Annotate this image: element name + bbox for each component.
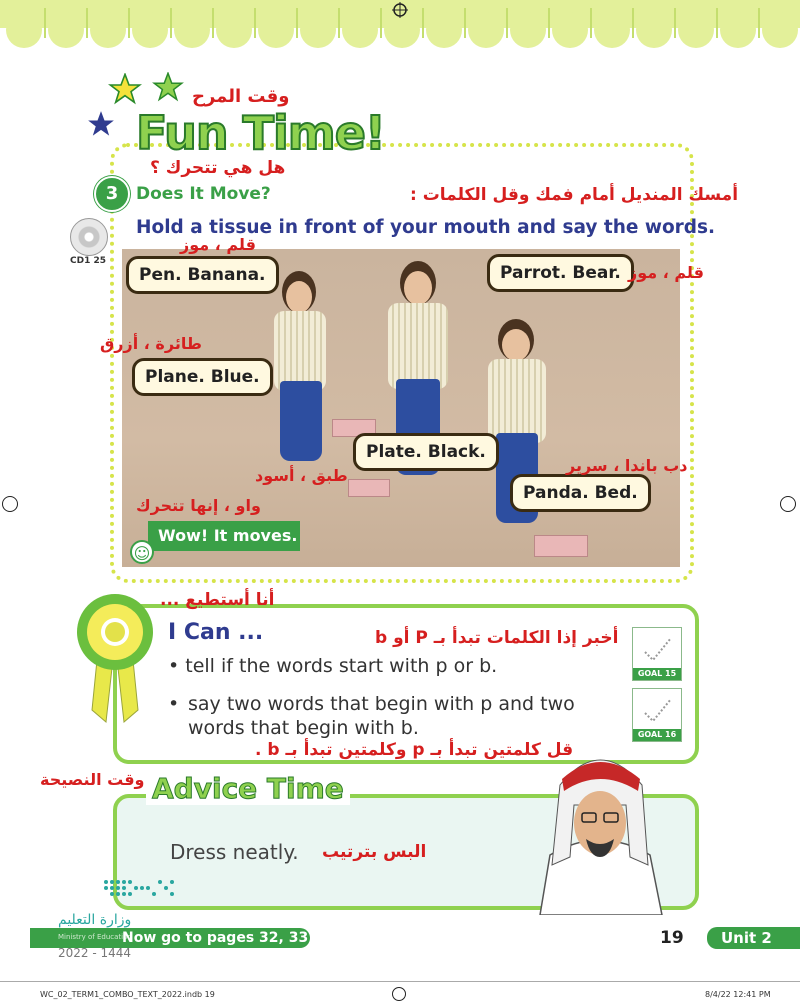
i-can-title: I Can ... bbox=[168, 620, 264, 645]
man-illustration bbox=[530, 745, 670, 915]
print-divider bbox=[0, 981, 800, 982]
bubble-plane-blue: Plane. Blue. bbox=[132, 358, 273, 396]
ministry-subtitle: Ministry of Education bbox=[58, 933, 132, 941]
arabic-parrot-bear: قلم ، موز bbox=[628, 263, 704, 282]
rosette-icon bbox=[70, 590, 160, 730]
advice-text: Dress neatly. bbox=[170, 840, 299, 864]
illustration bbox=[122, 249, 680, 567]
arabic-pen-banana: قلم ، موز bbox=[180, 235, 256, 254]
i-can-item-arabic: أخبر إذا الكلمات تبدأ بـ P أو b bbox=[375, 628, 619, 648]
girl-figure bbox=[270, 271, 330, 481]
instruction-text: Hold a tissue in front of your mouth and say the words. bbox=[136, 217, 716, 238]
header-decoration bbox=[0, 0, 800, 60]
arabic-plane-blue: طائرة ، أزرق bbox=[100, 334, 202, 353]
fun-time-arabic-title: وقت المرح bbox=[192, 86, 290, 107]
smiley-icon: ☺ bbox=[130, 540, 154, 564]
i-can-item: • tell if the words start with p or b. bbox=[168, 655, 498, 677]
star-icon bbox=[86, 110, 116, 142]
registration-mark-left bbox=[2, 496, 18, 512]
year-text: 2022 - 1444 bbox=[58, 946, 132, 960]
next-pages-text: Now go to pages 32, 33 bbox=[122, 930, 309, 946]
bubble-pen-banana: Pen. Banana. bbox=[126, 256, 279, 294]
fun-time-title: Fun Time! bbox=[136, 106, 385, 160]
print-file: WC_02_TERM1_COMBO_TEXT_2022.indb 19 bbox=[40, 990, 215, 999]
registration-mark-right bbox=[780, 496, 796, 512]
section-title: Does It Move? bbox=[136, 184, 271, 204]
wow-banner: Wow! It moves. bbox=[148, 521, 300, 551]
ministry-name: وزارة التعليم bbox=[58, 912, 132, 928]
advice-arabic-title: وقت النصيحة bbox=[40, 770, 145, 789]
cd-label: CD1 25 bbox=[70, 256, 106, 266]
bubble-parrot-bear: Parrot. Bear. bbox=[487, 254, 634, 292]
arabic-wow: واو ، إنها تتحرك bbox=[136, 496, 261, 515]
instruction-arabic: أمسك المنديل أمام فمك وقل الكلمات : bbox=[410, 185, 739, 205]
advice-title: Advice Time bbox=[146, 772, 350, 805]
star-icon bbox=[152, 72, 184, 106]
page-number: 19 bbox=[660, 928, 684, 948]
goal-box bbox=[632, 688, 682, 742]
arabic-plate-black: طبق ، أسود bbox=[255, 466, 348, 485]
section-number-badge: 3 bbox=[94, 176, 130, 212]
print-date: 8/4/22 12:41 PM bbox=[705, 990, 771, 999]
i-can-item-arabic: قل كلمتين تبدأ بـ p وكلمتين تبدأ بـ b . bbox=[255, 740, 574, 760]
star-icon bbox=[108, 73, 142, 109]
bubble-plate-black: Plate. Black. bbox=[353, 433, 499, 471]
unit-badge: Unit 2 bbox=[707, 927, 800, 949]
i-can-arabic-title: أنا أستطيع ... bbox=[160, 590, 275, 610]
cd-icon bbox=[70, 218, 108, 256]
i-can-item: • say two words that begin with p and two words that begin with b. bbox=[168, 692, 608, 740]
advice-arabic: البس بترتيب bbox=[322, 842, 427, 862]
question-arabic: هل هي تتحرك ؟ bbox=[150, 158, 286, 178]
ministry-logo bbox=[100, 876, 180, 898]
arabic-panda-bed: دب باندا ، سرير bbox=[566, 456, 688, 475]
registration-mark-bottom bbox=[392, 987, 406, 1001]
bubble-panda-bed: Panda. Bed. bbox=[510, 474, 651, 512]
i-can-item-text: say two words that begin with p and two words that begin with b. bbox=[188, 693, 575, 739]
goal-box bbox=[632, 627, 682, 681]
goal-label: GOAL 15 bbox=[633, 668, 681, 680]
goal-label: GOAL 16 bbox=[633, 729, 681, 741]
i-can-item-text: tell if the words start with p or b. bbox=[185, 655, 498, 677]
